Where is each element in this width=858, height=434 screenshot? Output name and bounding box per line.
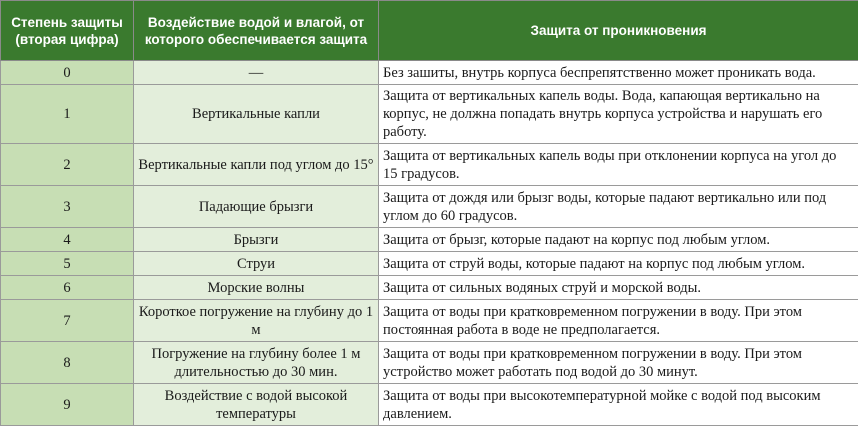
- effect-cell: Вертикальные капли: [134, 85, 379, 144]
- degree-cell: 9: [1, 384, 134, 426]
- table-row: [1, 144, 858, 186]
- degree-cell: 4: [1, 228, 134, 252]
- degree-cell: 2: [1, 144, 134, 186]
- header-row: [1, 1, 858, 61]
- table-row: [1, 252, 858, 276]
- degree-cell: 8: [1, 342, 134, 384]
- protection-cell: Защита от воды при высокотемпературной мойке с водой под высоким давлением.: [379, 384, 858, 426]
- protection-cell: Защита от струй воды, которые падают на корпус под любым углом.: [379, 252, 858, 276]
- effect-cell: Погружение на глубину более 1 м длительностью до 30 мин.: [134, 342, 379, 384]
- header-effect: Воздействие водой и влагой, от которого обеспечивается защита: [134, 1, 379, 61]
- protection-cell: Защита от воды при кратковременном погружении в воду. При этом постоянная работа в воде не предполагается.: [379, 300, 858, 342]
- protection-cell: Защита от дождя или брызг воды, которые падают вертикально или под углом до 60 градусов.: [379, 186, 858, 228]
- table-row: [1, 300, 858, 342]
- effect-cell: Короткое погружение на глубину до 1 м: [134, 300, 379, 342]
- table-row: [1, 276, 858, 300]
- protection-cell: Защита от воды при кратковременном погружении в воду. При этом устройство может работать под водой до 30 минут.: [379, 342, 858, 384]
- degree-cell: 5: [1, 252, 134, 276]
- protection-cell: Защита от сильных водяных струй и морской воды.: [379, 276, 858, 300]
- effect-cell: Морские волны: [134, 276, 379, 300]
- effect-cell: Падающие брызги: [134, 186, 379, 228]
- effect-cell: Брызги: [134, 228, 379, 252]
- table-row: [1, 384, 858, 426]
- table-row: [1, 85, 858, 144]
- effect-cell: Воздействие с водой высокой температуры: [134, 384, 379, 426]
- degree-cell: 3: [1, 186, 134, 228]
- protection-cell: Защита от вертикальных капель воды при отклонении корпуса на угол до 15 градусов.: [379, 144, 858, 186]
- protection-cell: Без зашиты, внутрь корпуса беспрепятственно может проникать вода.: [379, 61, 858, 85]
- degree-cell: 6: [1, 276, 134, 300]
- header-degree: Степень защиты (вторая цифра): [1, 1, 134, 61]
- table-row: [1, 228, 858, 252]
- protection-cell: Защита от вертикальных капель воды. Вода, капающая вертикально на корпус, не должна попадать внутрь корпуса устройства и нарушать его работу.: [379, 85, 858, 144]
- degree-cell: 1: [1, 85, 134, 144]
- effect-cell: Струи: [134, 252, 379, 276]
- table-row: [1, 342, 858, 384]
- protection-cell: Защита от брызг, которые падают на корпус под любым углом.: [379, 228, 858, 252]
- effect-cell: Вертикальные капли под углом до 15°: [134, 144, 379, 186]
- degree-cell: 7: [1, 300, 134, 342]
- header-protection: Защита от проникновения: [379, 1, 858, 61]
- degree-cell: 0: [1, 61, 134, 85]
- table-row: [1, 186, 858, 228]
- effect-cell: —: [134, 61, 379, 85]
- table-row: [1, 61, 858, 85]
